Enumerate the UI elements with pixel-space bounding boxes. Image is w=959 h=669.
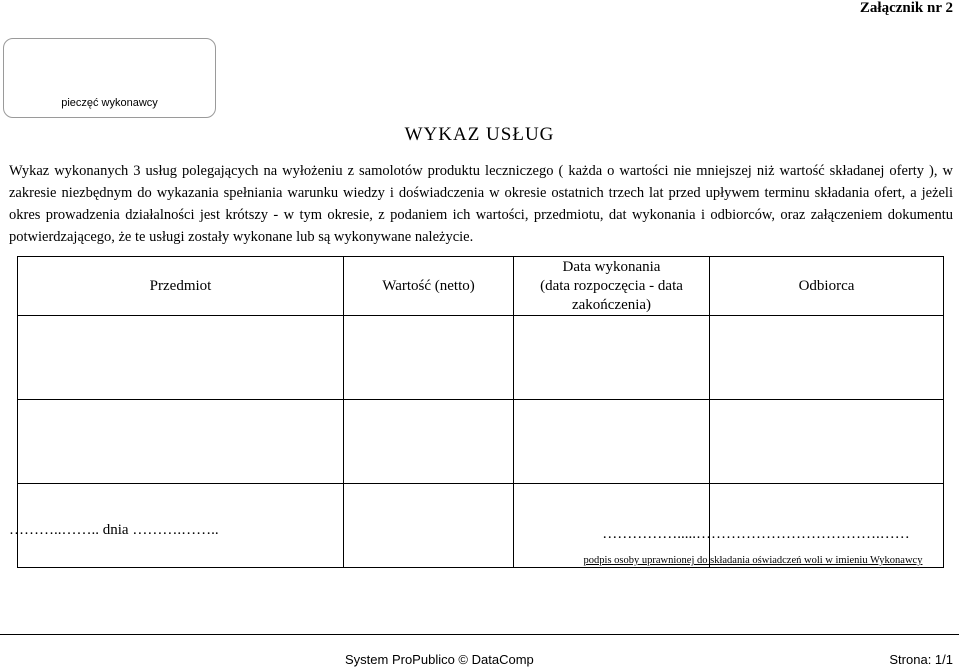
table-row: [18, 400, 944, 484]
intro-paragraph: Wykaz wykonanych 3 usług polegających na wyłożeniu z samolotów produktu leczniczego ( każda o wartości nie mniejszej niż wartość składanej oferty ), w zakresie niezbędnym do wykazania spełniania warunku wiedzy i doświadczenia w okresie ostatnich trzech lat przed upływem terminu składania ofert, a jeżeli okres prowadzenia działalności jest krótszy - w tym okresie, z podaniem ich wartości, przedmiotu, dat wykonania i odbiorców, oraz załączeniem dokumentu potwierdzającego, że te usługi zostały wykonane lub są wykonywane należycie.: [9, 163, 953, 245]
table-cell[interactable]: [514, 400, 710, 484]
column-header-value: Wartość (netto): [344, 257, 514, 316]
signature-line: …………….....……………………………….……: [602, 526, 910, 542]
table-cell[interactable]: [344, 484, 514, 568]
table-cell[interactable]: [710, 400, 944, 484]
footer-page-number: Strona: 1/1: [889, 652, 953, 667]
stamp-label: pieczęć wykonawcy: [61, 97, 158, 109]
company-stamp-box: [3, 38, 216, 118]
column-header-recipient: Odbiorca: [710, 257, 944, 316]
place-date-line: ………..…….. dnia ……….……..: [9, 522, 219, 538]
table-cell[interactable]: [18, 400, 344, 484]
table-cell[interactable]: [344, 316, 514, 400]
table-cell[interactable]: [514, 316, 710, 400]
table-cell[interactable]: [344, 400, 514, 484]
table-header-row: [18, 257, 944, 316]
column-header-dates: [514, 257, 710, 316]
signature-caption: podpis osoby uprawnionej do składania oświadczeń woli w imieniu Wykonawcy: [583, 555, 923, 566]
document-title: WYKAZ USŁUG: [404, 124, 555, 145]
column-header-dates-line2: (data rozpoczęcia - data zakończenia): [540, 277, 683, 313]
annex-label: Załącznik nr 2: [859, 0, 953, 16]
table-row: [18, 316, 944, 400]
footer-source: System ProPublico © DataComp: [345, 652, 534, 667]
column-header-dates-line1: Data wykonania: [562, 258, 661, 275]
table-cell[interactable]: [18, 316, 344, 400]
column-header-subject: Przedmiot: [18, 257, 344, 316]
table-cell[interactable]: [710, 316, 944, 400]
footer-divider: [0, 634, 959, 635]
